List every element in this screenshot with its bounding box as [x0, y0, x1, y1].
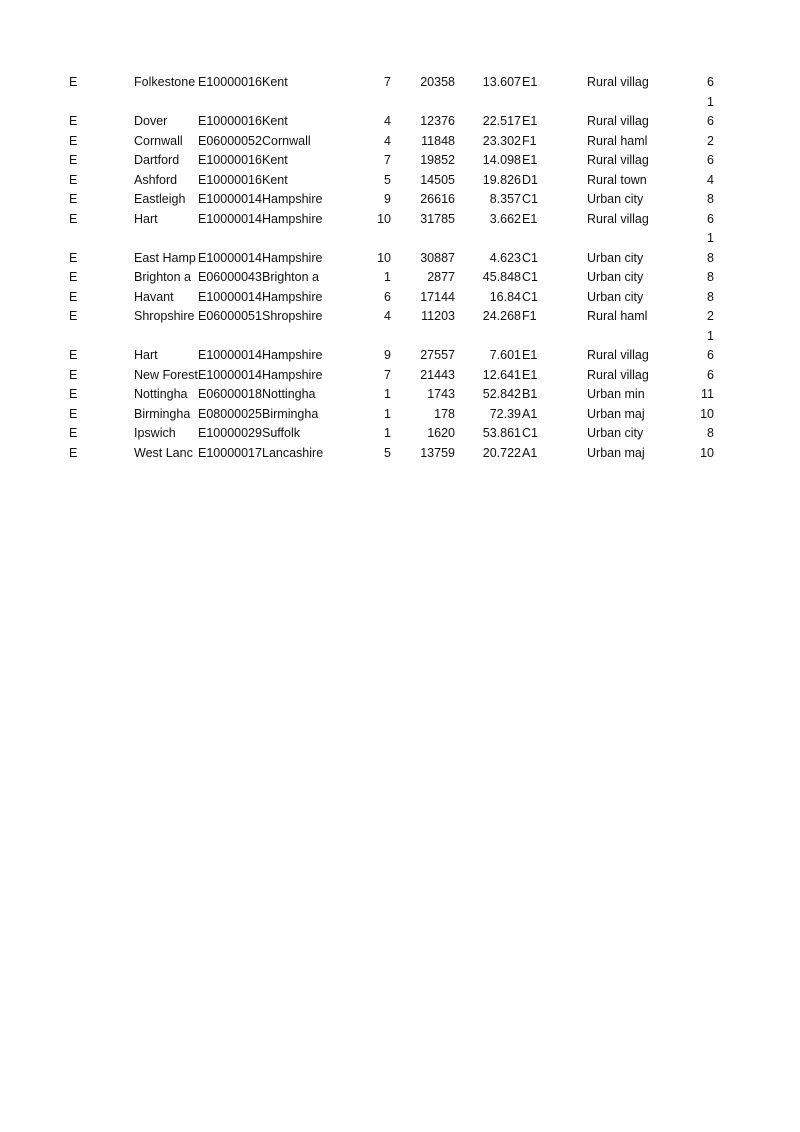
population-cell: 31785 [420, 211, 455, 226]
classification-cell: Urban maj [587, 406, 645, 421]
name-cell: Ashford [134, 172, 178, 187]
score-cell: 16.84 [489, 289, 521, 304]
number-cell: 2 [707, 133, 714, 148]
name-cell: Shropshire [134, 309, 195, 323]
name-cell: Cornwall [134, 133, 183, 148]
rank-cell: 10 [377, 211, 391, 226]
county-cell: Hampshire [262, 192, 323, 206]
number-cell: 10 [700, 406, 714, 421]
table-row [0, 444, 800, 464]
code-cell: E10000014 [198, 250, 262, 265]
number-cell: 1 [707, 231, 714, 245]
number-cell: 1 [707, 328, 714, 343]
classification-cell: Urban city [587, 250, 644, 265]
rank-cell: 4 [384, 114, 391, 128]
band-cell: E1 [522, 348, 538, 362]
population-cell: 19852 [420, 153, 455, 167]
code-cell: E06000043 [198, 270, 262, 284]
code-cell: E10000017 [198, 445, 262, 460]
code-cell: E10000016 [198, 153, 262, 167]
score-cell: 23.302 [482, 133, 521, 148]
region-cell: E [69, 211, 78, 226]
rank-cell: 1 [384, 426, 391, 440]
classification-cell: Urban city [587, 270, 644, 284]
rank-cell: 5 [384, 172, 391, 187]
classification-cell: Rural villag [587, 367, 649, 382]
region-cell: E [69, 348, 78, 362]
name-cell: Nottingha [134, 387, 188, 401]
table-row [0, 385, 800, 405]
region-cell: E [69, 367, 78, 382]
region-cell: E [69, 309, 78, 323]
band-cell: C1 [522, 426, 538, 440]
band-cell: D1 [522, 172, 538, 187]
classification-cell: Rural villag [587, 75, 649, 89]
name-cell: New Forest [134, 367, 198, 382]
county-cell: Hampshire [262, 250, 323, 265]
population-cell: 26616 [420, 192, 455, 206]
score-cell: 13.607 [482, 75, 521, 89]
band-cell: A1 [522, 406, 538, 421]
county-cell: Nottingha [262, 387, 316, 401]
code-cell: E08000025 [198, 406, 262, 421]
table-row [0, 210, 800, 230]
score-cell: 19.826 [482, 172, 521, 187]
band-cell: B1 [522, 387, 538, 401]
name-cell: Hart [134, 348, 158, 362]
rank-cell: 7 [384, 367, 391, 382]
code-cell: E10000016 [198, 114, 262, 128]
name-cell: Ipswich [134, 426, 176, 440]
code-cell: E10000014 [198, 367, 262, 382]
band-cell: E1 [522, 367, 538, 382]
code-cell: E06000018 [198, 387, 262, 401]
name-cell: Hart [134, 211, 158, 226]
number-cell: 1 [707, 94, 714, 109]
score-cell: 53.861 [482, 426, 521, 440]
region-cell: E [69, 445, 78, 460]
classification-cell: Urban min [587, 387, 645, 401]
county-cell: Hampshire [262, 348, 323, 362]
rank-cell: 7 [384, 75, 391, 89]
band-cell: C1 [522, 192, 538, 206]
score-cell: 22.517 [482, 114, 521, 128]
population-cell: 20358 [420, 75, 455, 89]
code-cell: E10000014 [198, 192, 262, 206]
table-row [0, 327, 800, 347]
region-cell: E [69, 153, 78, 167]
county-cell: Hampshire [262, 367, 323, 382]
table-row [0, 405, 800, 425]
band-cell: E1 [522, 114, 538, 128]
number-cell: 8 [707, 426, 714, 440]
number-cell: 6 [707, 367, 714, 382]
name-cell: Birmingha [134, 406, 191, 421]
population-cell: 30887 [420, 250, 455, 265]
population-cell: 1743 [427, 387, 455, 401]
code-cell: E10000016 [198, 172, 262, 187]
population-cell: 17144 [420, 289, 455, 304]
rank-cell: 1 [384, 406, 391, 421]
name-cell: Dartford [134, 153, 180, 167]
population-cell: 27557 [420, 348, 455, 362]
table-row [0, 229, 800, 249]
region-cell: E [69, 270, 78, 284]
population-cell: 12376 [420, 114, 455, 128]
classification-cell: Rural villag [587, 114, 649, 128]
classification-cell: Rural town [587, 172, 647, 187]
number-cell: 8 [707, 289, 714, 304]
classification-cell: Urban city [587, 192, 644, 206]
region-cell: E [69, 406, 78, 421]
rank-cell: 5 [384, 445, 391, 460]
score-cell: 72.39 [489, 406, 521, 421]
population-cell: 14505 [420, 172, 455, 187]
score-cell: 3.662 [489, 211, 521, 226]
table-row [0, 93, 800, 113]
county-cell: Suffolk [262, 426, 300, 440]
county-cell: Kent [262, 153, 288, 167]
score-cell: 14.098 [482, 153, 521, 167]
name-cell: Eastleigh [134, 192, 186, 206]
number-cell: 6 [707, 348, 714, 362]
region-cell: E [69, 387, 78, 401]
band-cell: C1 [522, 289, 538, 304]
score-cell: 7.601 [489, 348, 521, 362]
number-cell: 10 [700, 445, 714, 460]
classification-cell: Rural villag [587, 211, 649, 226]
classification-cell: Rural haml [587, 133, 648, 148]
table-row [0, 132, 800, 152]
classification-cell: Rural villag [587, 153, 649, 167]
population-cell: 11848 [421, 133, 455, 148]
band-cell: E1 [522, 75, 538, 89]
table-row [0, 424, 800, 444]
spreadsheet-print-page [0, 73, 800, 463]
band-cell: F1 [522, 133, 537, 148]
number-cell: 6 [707, 114, 714, 128]
region-cell: E [69, 75, 78, 89]
band-cell: C1 [522, 270, 538, 284]
region-cell: E [69, 172, 78, 187]
band-cell: E1 [522, 211, 538, 226]
county-cell: Hampshire [262, 211, 323, 226]
table-row [0, 307, 800, 327]
score-cell: 52.842 [482, 387, 521, 401]
band-cell: E1 [522, 153, 538, 167]
classification-cell: Urban maj [587, 445, 645, 460]
score-cell: 4.623 [489, 250, 521, 265]
table-row [0, 73, 800, 93]
table-row [0, 268, 800, 288]
county-cell: Hampshire [262, 289, 323, 304]
county-cell: Cornwall [262, 133, 311, 148]
population-cell: 21443 [420, 367, 455, 382]
score-cell: 12.641 [482, 367, 521, 382]
code-cell: E10000014 [198, 289, 262, 304]
table-row [0, 151, 800, 171]
number-cell: 6 [707, 75, 714, 89]
population-cell: 13759 [420, 445, 455, 460]
region-cell: E [69, 250, 78, 265]
number-cell: 6 [707, 211, 714, 226]
region-cell: E [69, 114, 78, 128]
number-cell: 8 [707, 250, 714, 265]
number-cell: 6 [707, 153, 714, 167]
table-row [0, 112, 800, 132]
number-cell: 8 [707, 270, 714, 284]
county-cell: Kent [262, 75, 288, 89]
score-cell: 45.848 [482, 270, 521, 284]
table-row [0, 288, 800, 308]
classification-cell: Urban city [587, 289, 644, 304]
county-cell: Lancashire [262, 445, 324, 460]
classification-cell: Urban city [587, 426, 644, 440]
code-cell: E10000014 [198, 211, 262, 226]
county-cell: Birmingha [262, 406, 319, 421]
name-cell: Brighton a [134, 270, 191, 284]
code-cell: E10000016 [198, 75, 262, 89]
name-cell: Folkestone [134, 75, 196, 89]
population-cell: 11203 [421, 309, 455, 323]
number-cell: 4 [707, 172, 714, 187]
name-cell: West Lanc [134, 445, 193, 460]
number-cell: 8 [707, 192, 714, 206]
code-cell: E10000014 [198, 348, 262, 362]
band-cell: A1 [522, 445, 538, 460]
score-cell: 24.268 [482, 309, 521, 323]
region-cell: E [69, 289, 78, 304]
number-cell: 11 [701, 387, 714, 401]
county-cell: Brighton a [262, 270, 319, 284]
score-cell: 20.722 [482, 445, 521, 460]
rank-cell: 10 [377, 250, 391, 265]
rank-cell: 9 [384, 192, 391, 206]
rank-cell: 1 [384, 270, 391, 284]
rank-cell: 1 [384, 387, 391, 401]
population-cell: 2877 [427, 270, 455, 284]
county-cell: Kent [262, 172, 288, 187]
classification-cell: Rural haml [587, 309, 648, 323]
code-cell: E06000051 [198, 309, 262, 323]
region-cell: E [69, 133, 78, 148]
code-cell: E06000052 [198, 133, 262, 148]
county-cell: Kent [262, 114, 288, 128]
table-row [0, 171, 800, 191]
population-cell: 1620 [427, 426, 455, 440]
table-row [0, 190, 800, 210]
rank-cell: 6 [384, 289, 391, 304]
rank-cell: 9 [384, 348, 391, 362]
band-cell: F1 [522, 309, 537, 323]
table-row [0, 346, 800, 366]
name-cell: Havant [134, 289, 174, 304]
band-cell: C1 [522, 250, 538, 265]
rank-cell: 4 [384, 309, 391, 323]
region-cell: E [69, 192, 78, 206]
number-cell: 2 [707, 309, 714, 323]
name-cell: East Hamp [134, 250, 196, 265]
county-cell: Shropshire [262, 309, 323, 323]
classification-cell: Rural villag [587, 348, 649, 362]
table-row [0, 366, 800, 386]
table-row [0, 249, 800, 269]
population-cell: 178 [434, 406, 455, 421]
region-cell: E [69, 426, 78, 440]
name-cell: Dover [134, 114, 168, 128]
rank-cell: 7 [384, 153, 391, 167]
rank-cell: 4 [384, 133, 391, 148]
score-cell: 8.357 [489, 192, 521, 206]
code-cell: E10000029 [198, 426, 262, 440]
